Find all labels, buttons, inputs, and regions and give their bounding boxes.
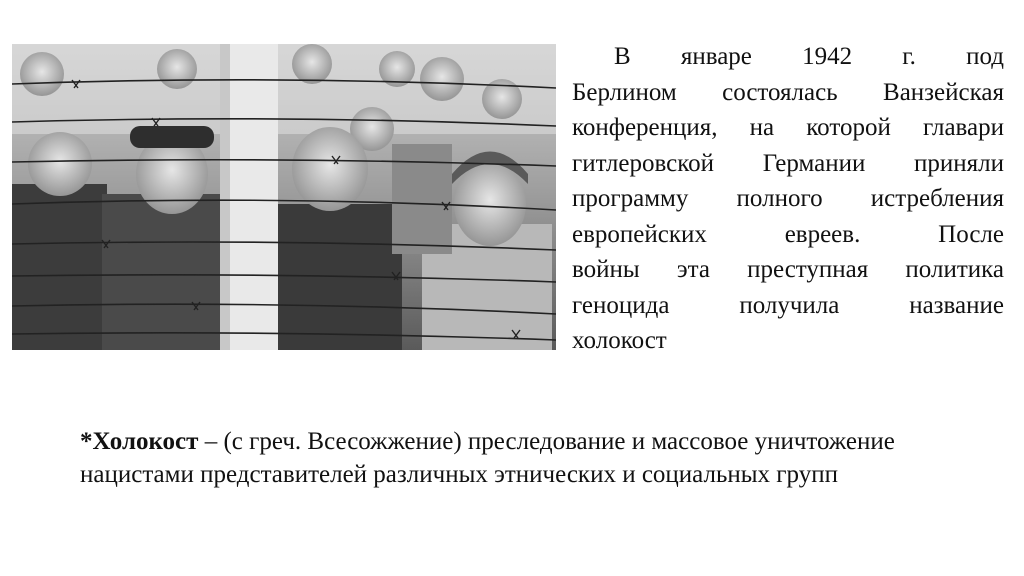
- definition-paragraph: [80, 425, 960, 491]
- photo-children-barbed-wire: [12, 44, 556, 350]
- paragraph-line: программу полного истребления: [572, 185, 1004, 212]
- paragraph-line: Берлином состоялась Ванзейская: [572, 78, 1004, 106]
- paragraph-line: холокост: [572, 327, 667, 354]
- definition-text: – (с греч. Всесожжение) преследование и массовое уничтожение нацистами представителей различных этнических и социальных групп: [80, 428, 895, 488]
- main-paragraph: [572, 39, 1004, 359]
- paragraph-line: войны эта преступная политика: [572, 256, 1004, 283]
- definition-term: *Холокост: [80, 428, 199, 455]
- paragraph-line: гитлеровской Германии приняли: [572, 149, 1004, 177]
- paragraph-line: В январе 1942 г. под: [614, 43, 1004, 70]
- paragraph-line: конференция, на которой главари: [572, 114, 1004, 141]
- photo-image: [12, 44, 556, 350]
- paragraph-line: европейских евреев. После: [572, 220, 1004, 248]
- paragraph-line: геноцида получила название: [572, 291, 1004, 319]
